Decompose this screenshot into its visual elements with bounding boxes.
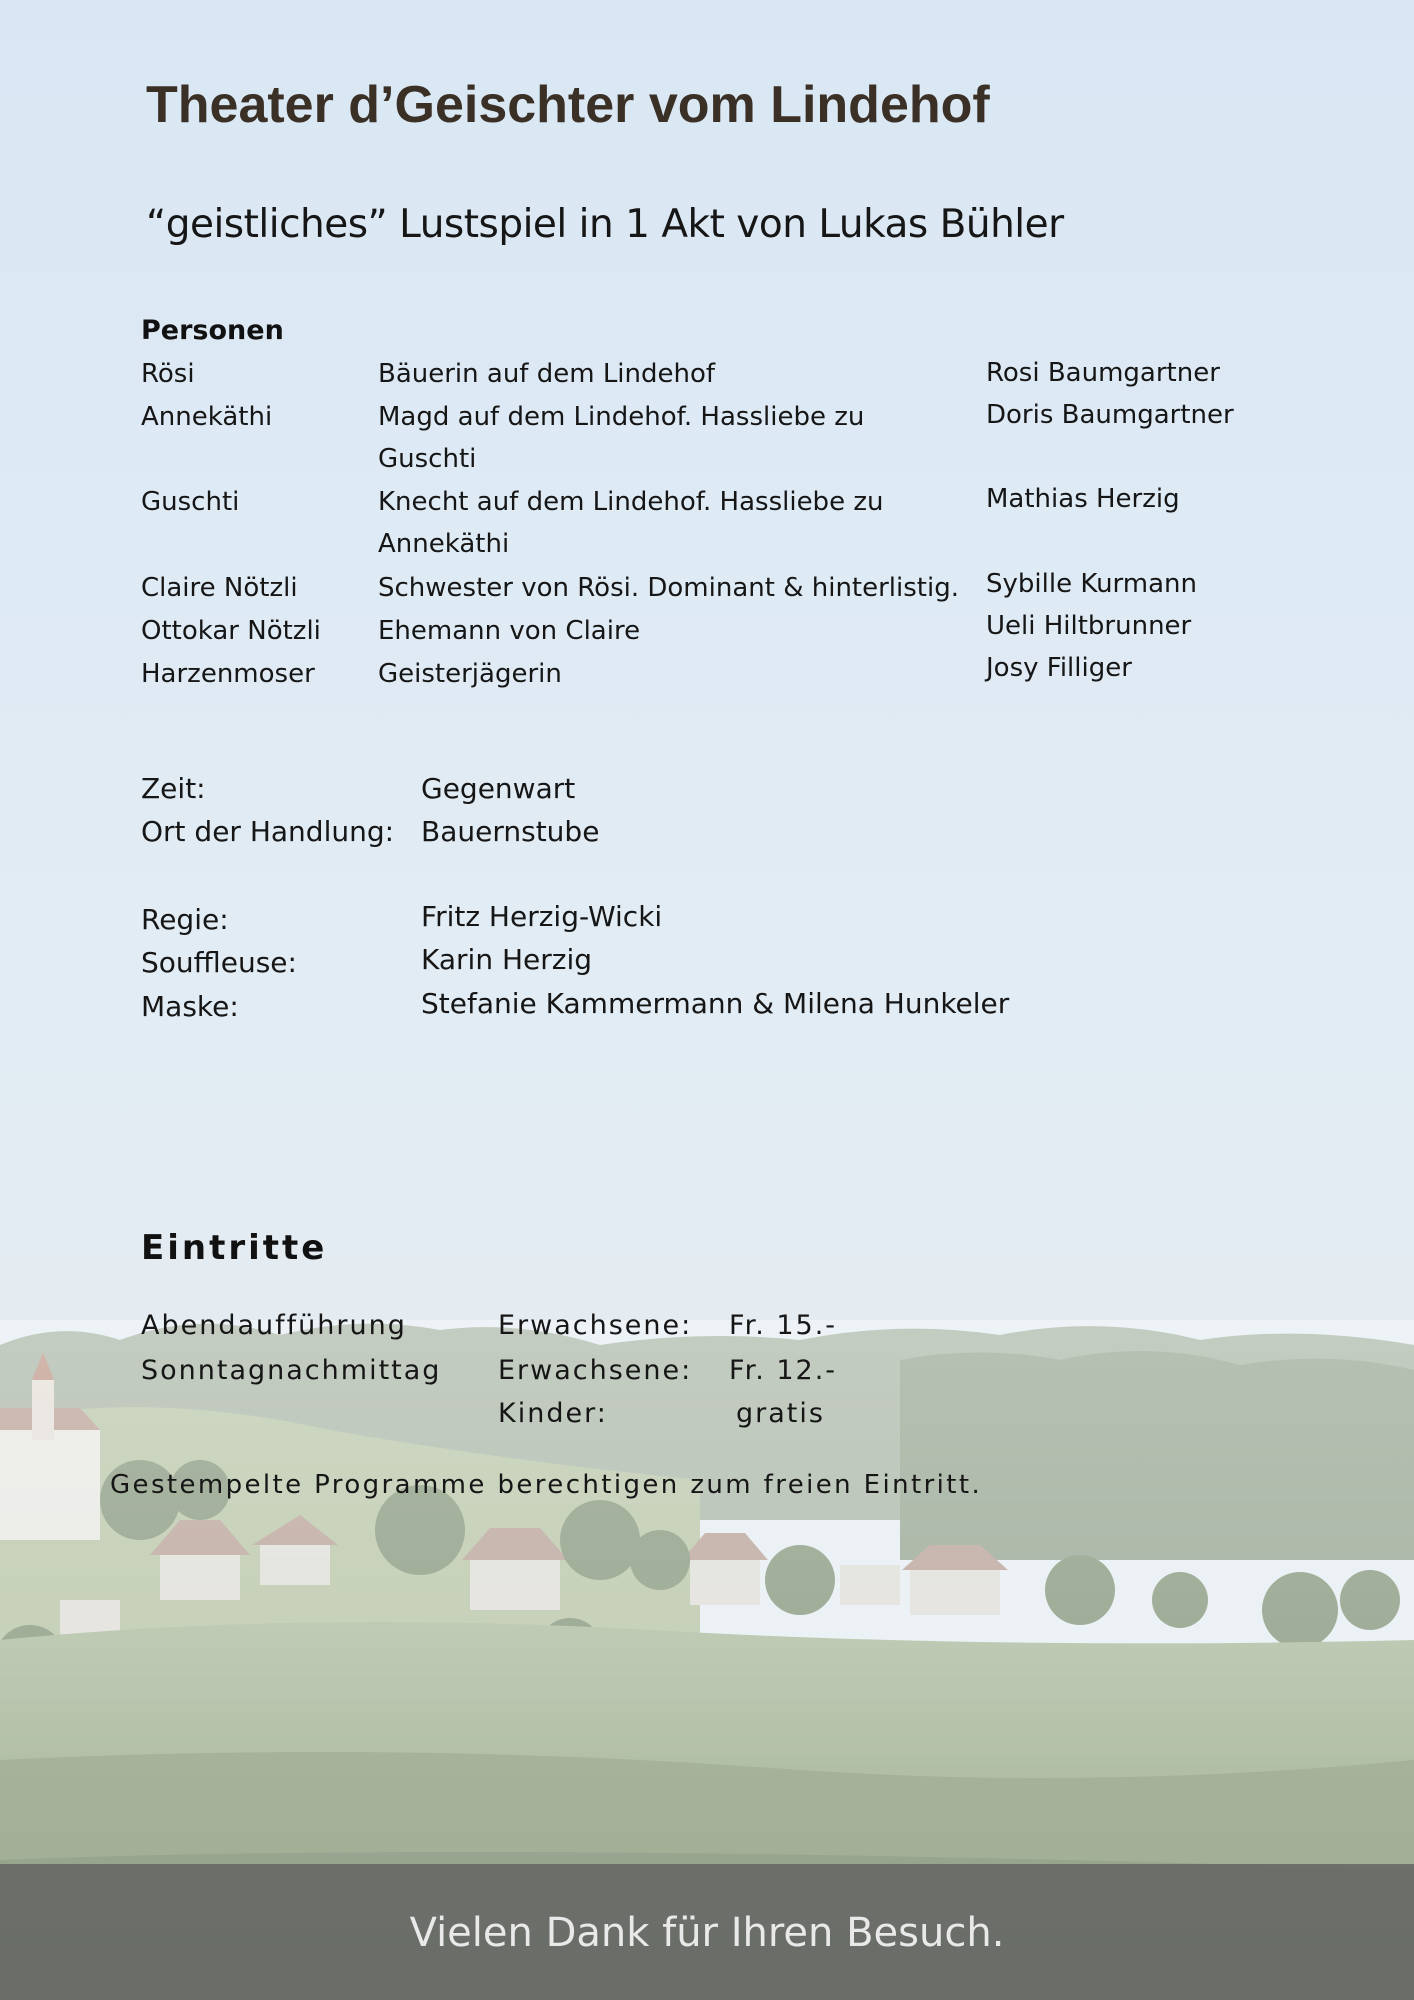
setting-label: Ort der Handlung: <box>141 815 395 848</box>
cast-heading: Personen <box>141 315 284 346</box>
page-subtitle: “geistliches” Lustspiel in 1 Akt von Lukas Bühler <box>146 202 1064 247</box>
admission-category: Erwachsene: <box>498 1355 693 1386</box>
cast-role: Annekäthi <box>141 402 273 432</box>
admission-price: Fr. 15.- <box>729 1310 838 1341</box>
cast-role: Ottokar Nötzli <box>141 616 321 646</box>
admission-notice: Gestempelte Programme berechtigen zum freien Eintritt. <box>110 1470 983 1500</box>
cast-actor: Doris Baumgartner <box>986 400 1234 430</box>
crew-label: Souffleuse: <box>141 946 297 979</box>
cast-description: Ehemann von Claire <box>378 616 641 646</box>
cast-actor: Sybille Kurmann <box>986 569 1198 599</box>
admission-event: Sonntagnachmittag <box>141 1355 442 1386</box>
cast-description: Knecht auf dem Lindehof. Hassliebe zu Annekäthi <box>378 487 884 559</box>
setting-value: Bauernstube <box>421 815 600 848</box>
cast-actor: Josy Filliger <box>986 653 1132 683</box>
cast-role: Rösi <box>141 359 195 389</box>
setting-label: Zeit: <box>141 772 206 805</box>
cast-description: Bäuerin auf dem Lindehof <box>378 359 716 389</box>
cast-description: Schwester von Rösi. Dominant & hinterlistig. <box>378 573 959 603</box>
admission-category: Kinder: <box>498 1398 608 1429</box>
page-title: Theater d’Geischter vom Lindehof <box>146 76 990 134</box>
cast-description: Geisterjägerin <box>378 659 562 689</box>
crew-label: Regie: <box>141 903 229 936</box>
cast-actor: Ueli Hiltbrunner <box>986 611 1192 641</box>
admission-heading: Eintritte <box>141 1228 328 1268</box>
admission-price: gratis <box>736 1398 825 1429</box>
cast-role: Claire Nötzli <box>141 573 298 603</box>
cast-description: Magd auf dem Lindehof. Hassliebe zu Guschti <box>378 402 865 474</box>
footer-thanks: Vielen Dank für Ihren Besuch. <box>409 1910 1005 1956</box>
cast-role: Harzenmoser <box>141 659 315 689</box>
cast-role: Guschti <box>141 487 240 517</box>
crew-value: Fritz Herzig-Wicki <box>421 900 663 933</box>
crew-value: Stefanie Kammermann & Milena Hunkeler <box>421 987 1010 1020</box>
crew-label: Maske: <box>141 990 239 1023</box>
setting-value: Gegenwart <box>421 772 576 805</box>
crew-value: Karin Herzig <box>421 943 593 976</box>
admission-category: Erwachsene: <box>498 1310 693 1341</box>
admission-event: Abendaufführung <box>141 1310 407 1341</box>
cast-actor: Rosi Baumgartner <box>986 358 1220 388</box>
cast-actor: Mathias Herzig <box>986 484 1180 514</box>
admission-price: Fr. 12.- <box>729 1355 838 1386</box>
